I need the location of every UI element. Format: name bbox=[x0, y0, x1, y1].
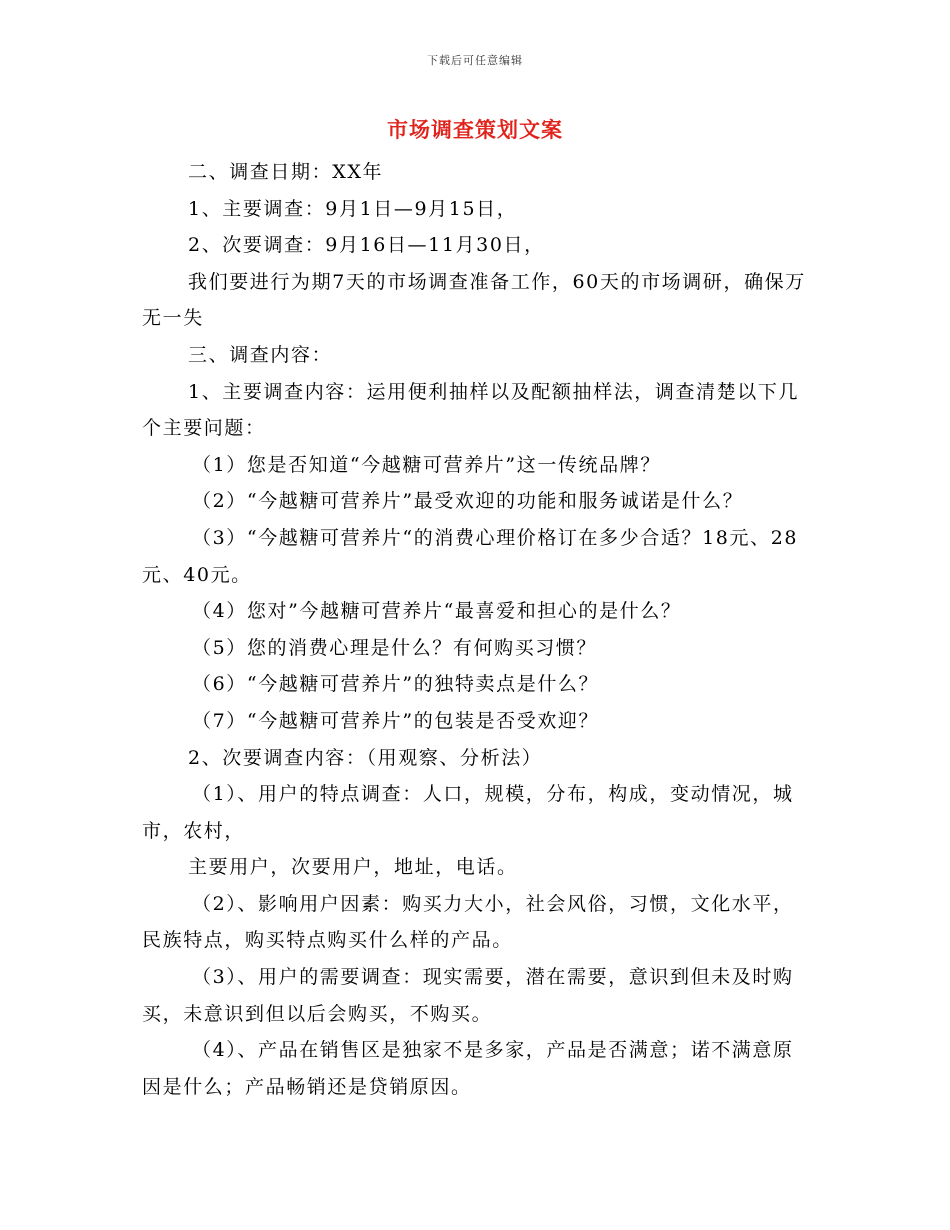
paragraph-secondary-survey-period: 2、次要调查：9月16日—11月30日， bbox=[188, 234, 545, 257]
question-item-5: （5）您的消费心理是什么？有何购买习惯？ bbox=[192, 636, 598, 659]
secondary-item-4: （4）、产品在销售区是独家不是多家，产品是否满意；诺不满意原因是什么；产品畅销还是贷销原因。 bbox=[142, 1039, 794, 1098]
paragraph-preparation: 我们要进行为期7天的市场调查准备工作，60天的市场调研，确保万无一失 bbox=[142, 270, 806, 330]
page-header-note: 下载后可任意编辑 bbox=[427, 54, 523, 67]
question-item-3: （3）“今越糖可营养片“的消费心理价格订在多少合适？18元、28元、40元。 bbox=[142, 526, 799, 586]
paragraph-secondary-content: 2、次要调查内容：（用观察、分析法） bbox=[188, 746, 543, 769]
question-item-7: （7）“今越糖可营养片”的包装是否受欢迎？ bbox=[192, 709, 600, 732]
secondary-item-1-continued: 主要用户，次要用户，地址，电话。 bbox=[188, 856, 518, 879]
document-body bbox=[142, 154, 812, 1105]
document-title: 市场调查策划文案 bbox=[387, 117, 563, 142]
secondary-item-2: （2）、影响用户因素：购买力大小，社会风俗，习惯，文化水平，民族特点，购买特点购买什么样的产品。 bbox=[142, 892, 794, 952]
paragraph-main-content: 1、主要调查内容：运用便利抽样以及配额抽样法，调查清楚以下几个主要问题： bbox=[142, 380, 800, 440]
paragraph-survey-content-heading: 三、调查内容： bbox=[188, 343, 333, 366]
secondary-item-3: （3）、用户的需要调查：现实需要，潜在需要，意识到但未及时购买，未意识到但以后会购买，不购买。 bbox=[142, 966, 794, 1025]
paragraph-main-survey-period: 1、主要调查：9月1日—9月15日， bbox=[188, 197, 518, 220]
question-item-4: （4）您对”今越糖可营养片“最喜爱和担心的是什么？ bbox=[192, 600, 682, 623]
secondary-item-1: （1）、用户的特点调查：人口，规模，分布，构成，变动情况，城市，农村， bbox=[142, 783, 794, 842]
paragraph-survey-date: 二、调查日期：XX年 bbox=[188, 161, 384, 183]
question-item-2: （2）“今越糖可营养片”最受欢迎的功能和服务诚诺是什么？ bbox=[192, 490, 744, 513]
question-item-6: （6）“今越糖可营养片”的独特卖点是什么？ bbox=[192, 673, 600, 696]
question-item-1: （1）您是否知道“今越糖可营养片”这一传统品牌？ bbox=[192, 453, 661, 476]
